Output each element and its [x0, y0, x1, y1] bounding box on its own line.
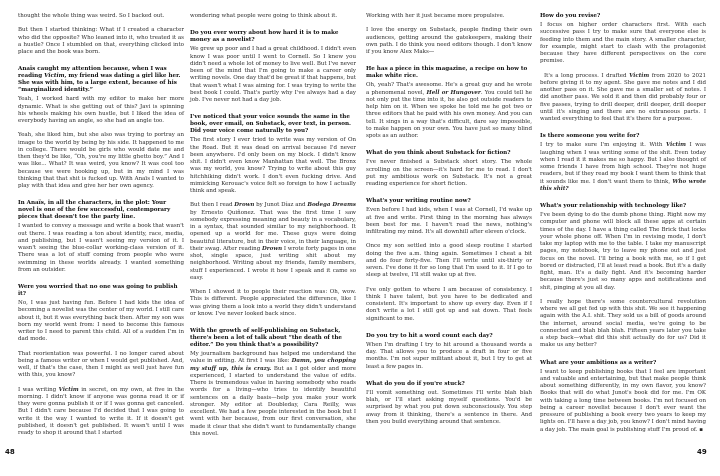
answer-paragraph [540, 369, 706, 434]
answer-paragraph [540, 142, 706, 193]
text-run: What do you do if you're stuck? [366, 380, 465, 387]
text-run: Were you worried that no one was going to publish it? [18, 284, 178, 297]
interview-question [18, 284, 184, 298]
answer-paragraph [366, 13, 532, 20]
interview-question [366, 150, 532, 157]
answer-paragraph [18, 223, 184, 274]
answer-paragraph [540, 73, 706, 124]
answer-paragraph [18, 27, 184, 56]
italic-title: Hell or Hungover [426, 89, 481, 96]
text-run: Working with her it just became more propulsive. [366, 13, 505, 19]
answer-paragraph [540, 212, 706, 292]
text-run: I was laughing when I was writing some of the shit. Even today when I read it it makes me so happy. But I also thought of some friends I have from high school. They're not huge readers, but if they read my book I want them to think that it sounds like me. I don't want them to think, [540, 142, 706, 185]
text-run: Even before I had kids, when I was at Cornell, I'd wake up at five and write. First thing in the morning has always been best for me. I haven't read the news, nothing's infiltrating my mind. It's all downhill after eleven o'clock. [366, 207, 532, 235]
answer-paragraph [18, 387, 184, 438]
page-number-left: 48 [5, 448, 15, 456]
column-4 [540, 13, 706, 441]
answer-paragraph [366, 159, 532, 188]
text-run: . You could tell he not only put the time into it, he also got outside readers to help him on it. When we spoke he told me he got two or three editors that he paid with his own money. And you can tell. It sings in a way that's difficult, dare say impossible, to make happen on your own. You have just so many blind spots as an author. [366, 89, 533, 139]
answer-paragraph [18, 96, 184, 125]
answer-paragraph [540, 22, 706, 66]
italic-title: Who wrote this shit? [540, 178, 706, 192]
answer-paragraph [366, 82, 532, 140]
text-run: in secret, on my own, at five in the morning. I didn't know if anyone was gonna read it or if they were gonna publish it or if I was gonna get canceled. But I didn't care because I'd decided that I was going to write it the way I wanted to write it. If it doesn't get published, it doesn't get published. It wasn't until I was ready to shop it around that I started [18, 386, 184, 436]
interview-question [190, 30, 356, 44]
column-1 [18, 13, 184, 444]
italic-title: Victim [665, 142, 686, 149]
text-run: Anaïs caught my attention because, when I was reading [18, 66, 167, 80]
answer-paragraph [190, 289, 356, 318]
text-run: thought the whole thing was weird. So I backed out. [18, 13, 165, 19]
text-run: What are your ambitions as a writer? [540, 359, 657, 366]
text-run: My journalism background has helped me understand the value in editing. At first I was like: [190, 351, 356, 365]
text-run: I was writing [18, 386, 59, 393]
text-run: I've only gotten to where I am because of consistency. I think I have talent, but you have to be dedicated and consistent. It's important to show up every day. Even if I don't write a lot I still got up and sat down. That feels significant to me. [366, 286, 532, 322]
interview-question [540, 203, 706, 210]
text-run: We grew up poor and I had a great childhood. I didn't even know I was poor until I went to Cornell. So I knew you didn't need a whole lot of money to live well. But I've never been of the mind that I'm going to make a career only writing novels. One day that'd be great if that happens, but that wasn't what I was aiming for. I was trying to write the best book I could. That's partly why I've always had a day job. I've never not had a day job. [190, 46, 356, 103]
answer-paragraph [366, 243, 532, 279]
text-run: What's your relationship with technology like? [540, 203, 687, 209]
text-run: Yeah, I worked hard with my editor to make her more dynamic. What is she getting out of this? Javi is spinning his wheels making his own hustle, but I liked the idea of everybody having an angle, so she had an angle too. [18, 96, 184, 124]
answer-paragraph [366, 287, 532, 323]
answer-paragraph [190, 46, 356, 104]
text-run: I wrote forty pages in one shot, single space, just writing shit about my neighborhood. Writing about my friends, family members, stuff I experienced. I wrote it how I speak and it came so easy. [190, 245, 356, 281]
answer-paragraph [18, 132, 184, 190]
column-2 [190, 13, 356, 445]
text-run: by Junot Díaz and [254, 202, 308, 209]
text-run: I've never finished a Substack short story. The whole scrolling on the screen—it's hard for me to read. I don't put my ambitious work on Substack. It's not a great reading experience for short fiction. [366, 159, 532, 187]
text-run: from 2020 to 2021 before giving it to my agent. She gave me notes and I did another pass on it. She gave me a smaller set of notes. I did another pass. We sold it and then did probably four or five passes, trying to drill deeper, drill deeper, drill deeper until it's singing and there are no extraneous parts. I wanted everything to feel that it's there for a purpose. [540, 72, 707, 122]
text-run: I wanted to convey a message and write a book that wasn't out there. I was reading a ton about identity, race, media, and publishing, but I wasn't seeing my version of it. I wasn't seeing the blue-collar working-class version of it. There was a lot of stuff coming from people who were swimming in these worlds already. I wanted something from an outsider. [18, 223, 184, 273]
text-run: With the growth of self-publishing on Substack, there's been a lot of talk about “the death of the editor.” Do you think that's a possibility? [190, 328, 342, 348]
italic-title: Damn, you chopping my stuff up, this is crazy. [190, 358, 356, 372]
text-run: It's a long process. I drafted [544, 72, 630, 79]
answer-paragraph [366, 207, 532, 236]
text-run: Once my son settled into a good sleep routine I started doing the five a.m. thing again. Sometimes I cheat a bit and do four forty-five. Then I'll write until six-thirty or seven. I've done it for so long that I'm used to it. If I go to sleep at twelve, I'll still wake up at five. [366, 243, 532, 279]
text-run: But then I read [190, 202, 235, 209]
text-run: Yeah, she liked him, but she also was trying to portray an image to the world by being by his side. It happened to me in college. There would be girls who would date me and then they'd be like, “Oh, you're my little ghetto boy.” And I was like... What? It was weird, you know? It was cool too because we were hooking up, but in my mind I was thinking that that shit is fucked up. With Anaïs I wanted to play with that idea and give her her own agency. [18, 132, 184, 189]
interview-question [540, 13, 706, 20]
text-run: What's your writing routine now? [366, 198, 471, 205]
italic-title: Drown [262, 245, 283, 252]
text-run: I've been dying to do the dumb phone thing. Right now my computer and phone will block all these apps at certain times of the day. I have a thing called The Brick that locks your whole phone off. When I'm in revising mode, I don't take my laptop with me to the table. I take my manuscript pages, my notebook, try to leave my phone out and just focus on the novel. I'll bring a book with me, so if I get bored or distracted, I'll at least read a book. But it's a daily fight, man. It's a daily fight. And it's becoming harder because there's just so many apps and notifications and shit, pinging at you all day. [540, 212, 706, 291]
text-run: But then I started thinking: What if I created a character who did the opposite? Who leaned into it, who treated it as a hustle? Once I stumbled on that, everything clicked into place and the book was born. [18, 27, 184, 55]
text-run: Is there someone you write for? [540, 133, 640, 140]
column-3 [366, 13, 532, 433]
answer-paragraph [366, 27, 532, 56]
text-run: That reorientation was powerful. I no longer cared about being a famous writer or when I would get published. And, well, if that's the case, then I might as well just have fun with this, you know? [18, 350, 184, 379]
interview-question [366, 381, 532, 388]
text-run: When I'm drafting I try to hit around a thousand words a day. That allows you to produce a draft in four or five months. I'm not super militant about it, but I try to get at least a few pages in. [366, 341, 532, 370]
answer-paragraph [18, 351, 184, 380]
text-run: , my friend was dating a girl like her. She was with him, to a large extent, because of his “marginalized identity.” [18, 73, 181, 94]
answer-paragraph [540, 299, 706, 350]
text-run: I want to keep publishing books that I feel are important and valuable and entertaining, but that make people think about something differently, in my own flavor, you know? Books that will do what Junot's book did for me. I'm OK with taking a long time between books. I'm not focused on being a career novelist because I don't ever want the pressure of publishing a book every two years to keep my lights on. I'll have a day job, you know? I don't mind having a day job. The main goal is publishing stuff I'm proud of. ▪ [540, 368, 706, 433]
text-run: What do you think about Substack for fiction? [366, 150, 511, 157]
italic-title: Bodega Dreams [307, 202, 356, 209]
interview-question [190, 328, 356, 349]
text-run: No, I was just having fun. Before I had kids the idea of becoming a novelist was the center of my world. I still care about it, but it was everything back then. After my son was born my world went from: I need to become this famous writer to I need to parent this child. All of a sudden I'm in dad mode. [18, 300, 184, 343]
text-run: I try to make sure I'm enjoying it. With [540, 142, 666, 149]
text-run: In Anaïs, in all the characters, in the plot: Your novel is one of the few successful, contemporary pieces that doesn't toe the party line. [18, 200, 171, 221]
text-run: I've noticed that your voice sounds the same in the book, over email, on Substack, over text, in person. Did your voice come naturally to you? [190, 114, 351, 135]
italic-title: Victim [629, 72, 650, 79]
answer-paragraph [366, 342, 532, 371]
interview-question [366, 333, 532, 340]
interview-question [366, 198, 532, 205]
interview-question [540, 133, 706, 140]
text-run: I really hope there's some countercultural revolution where we all get fed up with this shit. We see it happening again with the A.I. shit. They sold us a bill of goods around the internet, around social media, we're going to be connected and blah blah blah. Fifteen years later you take a step back—what did this shit actually do for us? Did it make us any better? [540, 298, 706, 349]
interview-question [18, 66, 184, 94]
answer-paragraph [18, 300, 184, 344]
text-run: I love the energy on Substack, people finding their own audiences, getting around the gatekeepers, making their own path. I do think you need editors though. I don't know if you know Alex Maks— [366, 27, 532, 55]
text-run: I'll vomit something out. Sometimes I'll write blah blah blah, or I'll start asking myself questions. You'd be surprised by what you put down subconsciously. You step away from it thinking, there's a sentence in there. And then you build everything around that sentence. [366, 389, 532, 425]
text-run: Do you try to hit a word count each day? [366, 332, 493, 339]
answer-paragraph [366, 390, 532, 426]
answer-paragraph [190, 351, 356, 438]
answer-paragraph [190, 137, 356, 195]
interview-question [366, 66, 532, 80]
interview-question [540, 360, 706, 367]
page-number-right: 49 [697, 448, 707, 456]
text-run: But as I got older and more experienced, I started to understand the value of edits. There is tremendous value in having somebody who reads words for a living—who tries to identify beautiful sentences on a daily basis—help you make your work stronger. My editor at Doubleday, Cara Reilly, was excellent. We had a few people interested in the book but I went with her because, from our first conversation, she made it clear that she didn't want to fundamentally change this novel. [190, 365, 357, 437]
text-run: I focus on higher order characters first. With each successive pass I try to make sure that everyone else is feeding into them and the main story. A smaller character, for example, might start to clash with the protagonist because they have different perspectives on the core premise. [540, 22, 706, 65]
answer-paragraph [190, 202, 356, 282]
italic-title: Victim [58, 386, 79, 393]
interview-question [190, 114, 356, 135]
text-run: How do you revise? [540, 13, 601, 19]
text-run: Do you ever worry about how hard it is to make money as a novelist? [190, 30, 339, 44]
text-run: The first story I ever tried to write was my version of On the Road. But it was dead on arrival because I'd never been anywhere. I'd only been on my block. I didn't know shit. I didn't even know Manhattan that well. The Bronx was my world, you know? Trying to write about this guy hitchhiking didn't work. I don't even fucking drive. And mimicking Kerouac's voice felt so foreign to how I actually think and speak. [190, 137, 356, 194]
text-run: by Ernesto Quiñonez. That was the first time I saw somebody expressing meaning and beauty in a vocabulary, in a syntax, that sounded similar to my neighborhood. It opened up a world for me. These guys were doing beautiful literature, but in their voice, in their language, in their swag. After reading [190, 209, 356, 252]
text-run: wondering what people were going to think about it. [190, 13, 338, 19]
italic-title: Victim [44, 73, 65, 80]
text-run: He has a piece in this magazine, a recipe on how to make white rice. [366, 66, 528, 80]
answer-paragraph [190, 13, 356, 20]
answer-paragraph [18, 13, 184, 20]
text-run: When I showed it to people their reaction was: Oh, wow. This is different. People appreciated the difference, like I was giving them a look into a world they didn't understand or know. I've never looked back since. [190, 289, 356, 317]
interview-question [18, 200, 184, 221]
text-run: Oh, yeah? That's awesome. He's a great guy and he wrote a phenomenal novel, [366, 82, 532, 96]
italic-title: Drown [234, 202, 255, 209]
